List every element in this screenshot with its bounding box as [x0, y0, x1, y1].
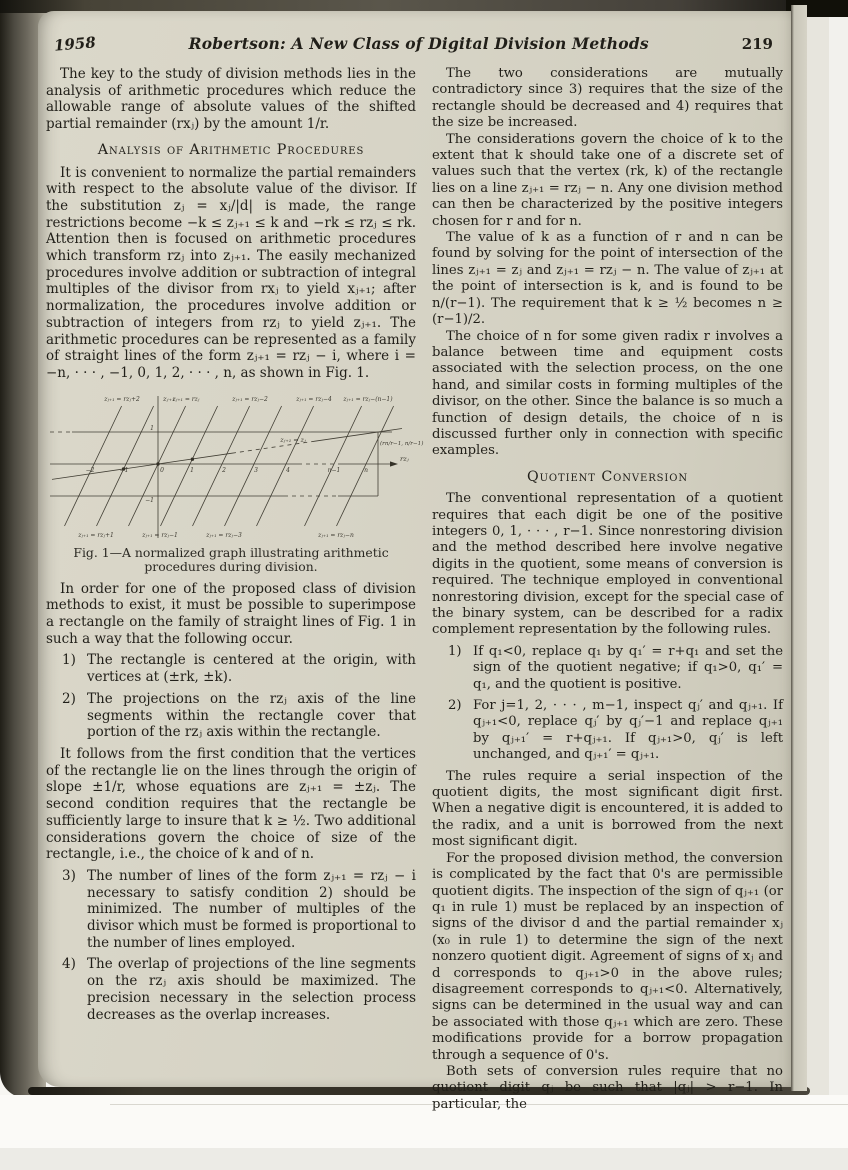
figure-1-graph — [46, 390, 424, 542]
fig-line-label: zⱼ₊₁ = rzⱼ+2 — [104, 395, 140, 403]
list-item-2 — [62, 691, 416, 741]
list-item-text: The rectangle is centered at the origin, with vertices at (±rk, ±k). — [87, 652, 416, 686]
fig-line-label: zⱼ₊₁ = rzⱼ−n — [318, 531, 354, 539]
fig-line-label: zⱼ₊₁ = rzⱼ−3 — [206, 531, 242, 539]
para-both-sets: Both sets of conversion rules require that no quotient digit qⱼ be such that |qⱼ| > r−1. In particular, the — [432, 1063, 783, 1112]
fig-x-tick: 1 — [190, 466, 194, 474]
figure-1-caption-line1: Fig. 1—A normalized graph illustrating arithmetic — [73, 544, 389, 560]
journal-page — [38, 11, 791, 1112]
para-value-of-k: The value of k as a function of r and n can be found by solving for the point of intersection of the lines zⱼ₊₁ = zⱼ and zⱼ₊₁ = rzⱼ − n. The value of zⱼ₊₁ at the point of intersection is k, and is found to be n/(r−1). The requirement that k ≥ ½ becomes n ≥ (r−1)/2. — [432, 230, 783, 328]
para-vertices: It follows from the first condition that the vertices of the rectangle lie on the lines through the origin of slope ±1/r, whose equations are zⱼ₊₁ = ±zⱼ. The second condition requires that the rectangle be sufficiently large to insure that k ≥ ½. Two additional considerations govern the choice of size of the rectangle, i.e., the choice of k and of n. — [46, 745, 416, 863]
section-heading-analysis: Analysis of Arithmetic Procedures — [97, 141, 365, 158]
next-page-edge — [807, 0, 829, 1170]
fig-x-tick: 3 — [254, 466, 258, 474]
rule-1 — [448, 644, 783, 693]
para-proposed-method-conversion: For the proposed division method, the conversion is complicated by the fact that 0's are permissible quotient digits. The inspection of the sign of qⱼ₊₁ (or q₁ in rule 1) must be replaced by an inspection of signs of the divisor d and the partial remainder xⱼ (x₀ in rule 1) to determine the sign of the next nonzero quotient digit. Agreement of signs of xⱼ and d corresponds to qⱼ₊₁>0 in the above rules; disagreement corresponds to qⱼ₊₁<0. Alternatively, signs can be determined in the usual way and can be associated with those qⱼ₊₁ which are zero. These modifications provide for a borrow propagation through a sequence of 0's. — [432, 850, 783, 1063]
fig-line-label: zⱼ₊₁ = rzⱼ−1 — [142, 531, 178, 539]
year-label: 1958 — [53, 33, 97, 55]
fig-line-label: zⱼ₊₁ = rzⱼ−4 — [296, 395, 332, 403]
para-serial-inspection: The rules require a serial inspection of the quotient digits, the most significant digit first. When a negative digit is encountered, it is added to the radix, and a unit is borrowed from the next most significant digit. — [432, 768, 783, 850]
fig-line-label: zⱼ₊₁ = rzⱼ+1 — [78, 531, 114, 539]
fig-x-axis-label: rzⱼ — [400, 454, 409, 463]
list-item-text: The overlap of projections of the line segments on the rzⱼ axis should be maximized. The precision necessary in the selection process decreases as the overlap increases. — [87, 956, 416, 1023]
list-item-4 — [62, 956, 416, 1023]
scan-bottom-band — [0, 1148, 848, 1170]
rule-2 — [448, 698, 783, 764]
fig-line-label: zⱼ₊₁ = rzⱼ−(n−1) — [343, 395, 393, 403]
para-intro: The key to the study of division methods lies in the analysis of arithmetic procedures which reduce the allowable range of absolute values of the shifted partial remainder (rxⱼ) by the amount 1/r. — [46, 66, 416, 133]
fig-x-tick: 0 — [160, 466, 164, 474]
left-column — [46, 66, 424, 1113]
right-column — [432, 66, 783, 1113]
fig-y-tick: −1 — [145, 496, 154, 504]
figure-1-caption — [46, 546, 416, 575]
fig-y-axis-label: zⱼ₊₁ — [163, 394, 175, 403]
list-item-text: The projections on the rzⱼ axis of the line segments within the rectangle cover that portion of the rzⱼ axis within the rectangle. — [87, 690, 416, 741]
section-heading-quotient: Quotient Conversion — [526, 468, 689, 485]
fig-x-tick: n−1 — [327, 466, 341, 474]
fig-x-tick: −2 — [85, 466, 95, 474]
rule-text: If q₁<0, replace q₁ by q₁′ = r+q₁ and set the sign of the quotient negative; if q₁>0, q₁′ = q₁, and the quotient is positive. — [473, 643, 783, 692]
rule-number: 1) — [448, 643, 462, 659]
para-conventional-representation: The conventional representation of a quotient requires that each digit be one of the positive integers 0, 1, · · · , r−1. Since nonrestoring division and the method described here involve negative digits in the quotient, some means of conversion is required. The technique employed in conventional nonrestoring division, except for the special case of the binary system, can be described for a radix complement representation by the following rules. — [432, 491, 783, 638]
fig-y-tick: 1 — [150, 424, 154, 432]
two-column-body — [38, 53, 791, 1113]
page-stack-edge — [791, 5, 807, 1091]
list-item-number: 1) — [62, 652, 76, 669]
para-rectangle-conditions: In order for one of the proposed class of division methods to exist, it must be possible to superimpose a rectangle on the family of straight lines of Fig. 1 in such a way that the following occur. — [46, 580, 416, 647]
scan-background — [829, 0, 848, 1170]
fig-line-label: zⱼ₊₁ = rzⱼ−2 — [232, 395, 268, 403]
para-normalization: It is convenient to normalize the partial remainders with respect to the absolute value of the divisor. If the substitution zⱼ = xⱼ/|d| is made, the range restrictions become −k ≤ zⱼ₊₁ ≤ k and −rk ≤ rzⱼ ≤ rk. Attention then is focused on arithmetic procedures which transform rzⱼ into zⱼ₊₁. The easily mechanized procedures involve addition or subtraction of integral multiples of the divisor from rxⱼ to yield xⱼ₊₁; after normalization, the procedures involve addition or subtraction of integers from rzⱼ to yield zⱼ₊₁. The arithmetic procedures can be represented as a family of straight lines of the form zⱼ₊₁ = rzⱼ − i, where i = −n, · · · , −1, 0, 1, 2, · · · , n, as shown in Fig. 1. — [46, 164, 416, 381]
list-item-1 — [62, 652, 416, 685]
figure-1 — [46, 390, 424, 575]
fig-x-tick: n — [364, 466, 368, 474]
para-choice-of-k: The considerations govern the choice of k to the extent that k should take one of a discrete set of values such that the vertex (rk, k) of the rectangle lies on a line zⱼ₊₁ = rzⱼ − n. Any one division method can then be characterized by the positive integers chosen for r and for n. — [432, 131, 783, 229]
list-item-3 — [62, 868, 416, 952]
running-head — [38, 11, 791, 53]
fig-x-tick: 2 — [222, 466, 226, 474]
fig-vertex-point-label: (rn/r−1, n/r−1) — [380, 440, 424, 447]
page-number: 219 — [741, 35, 773, 53]
fig-line-label: zⱼ₊₁ = rzⱼ — [172, 395, 200, 403]
fig-x-tick: 4 — [286, 466, 290, 474]
fig-identity-line-label: zⱼ₊₁ = zⱼ — [280, 435, 306, 444]
list-item-number: 4) — [62, 956, 76, 973]
list-item-number: 2) — [62, 690, 76, 707]
rule-text: For j=1, 2, · · · , m−1, inspect qⱼ′ and qⱼ₊₁. If qⱼ₊₁<0, replace qⱼ′ by qⱼ′−1 and replace qⱼ₊₁ by qⱼ₊₁′ = r+qⱼ₊₁. If qⱼ₊₁>0, qⱼ′ is left unchanged, and qⱼ₊₁′ = qⱼ₊₁. — [473, 698, 783, 763]
fig-x-tick: −1 — [119, 466, 129, 474]
para-contradictory: The two considerations are mutually contradictory since 3) requires that the size of the rectangle should be decreased and 4) requires that the size be increased. — [432, 66, 783, 131]
running-title: Robertson: A New Class of Digital Division Methods — [188, 34, 649, 53]
figure-1-caption-line2: procedures during division. — [144, 559, 318, 575]
rule-number: 2) — [448, 698, 462, 714]
list-item-text: The number of lines of the form zⱼ₊₁ = rzⱼ − i necessary to satisfy condition 2) should be minimized. The number of multiples of the divisor which must be formed is proportional to the number of lines employed. — [87, 867, 416, 951]
list-item-number: 3) — [62, 867, 76, 884]
para-choice-of-n: The choice of n for some given radix r involves a balance between time and equipment costs associated with the selection process, on the one hand, and similar costs in forming multiples of the divisor, on the other. Since the balance is so much a function of design details, the choice of n is discussed further only in connection with specific examples. — [432, 328, 783, 459]
